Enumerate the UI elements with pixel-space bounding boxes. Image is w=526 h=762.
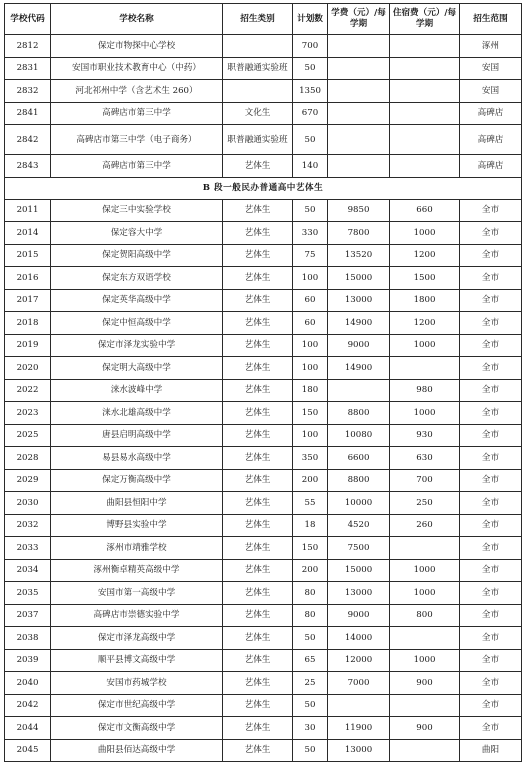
cell-tuition xyxy=(328,102,390,125)
cell-type: 艺体生 xyxy=(223,222,293,245)
cell-plan: 80 xyxy=(293,604,328,627)
table-row xyxy=(5,267,522,290)
cell-type: 艺体生 xyxy=(223,649,293,672)
table-row xyxy=(5,102,522,125)
header-tuition: 学费（元）/每学期 xyxy=(328,4,390,35)
cell-code: 2028 xyxy=(5,447,51,470)
cell-code: 2044 xyxy=(5,717,51,740)
table-row xyxy=(5,125,522,155)
cell-range: 全市 xyxy=(460,469,522,492)
cell-range: 全市 xyxy=(460,312,522,335)
cell-tuition xyxy=(328,125,390,155)
cell-range: 全市 xyxy=(460,222,522,245)
cell-code: 2040 xyxy=(5,672,51,695)
cell-type xyxy=(223,80,293,103)
cell-plan: 65 xyxy=(293,649,328,672)
cell-range: 全市 xyxy=(460,289,522,312)
cell-tuition: 14000 xyxy=(328,627,390,650)
header-name: 学校名称 xyxy=(51,4,223,35)
cell-tuition: 13000 xyxy=(328,289,390,312)
cell-lodging: 930 xyxy=(390,424,460,447)
table-row xyxy=(5,627,522,650)
cell-name: 保定市泽龙实验中学 xyxy=(51,334,223,357)
cell-name: 博野县实验中学 xyxy=(51,514,223,537)
cell-tuition xyxy=(328,379,390,402)
cell-tuition: 13000 xyxy=(328,582,390,605)
cell-name: 保定东方双语学校 xyxy=(51,267,223,290)
cell-lodging xyxy=(390,102,460,125)
cell-range: 全市 xyxy=(460,357,522,380)
cell-name: 唐县启明高级中学 xyxy=(51,424,223,447)
cell-lodging xyxy=(390,537,460,560)
cell-plan: 200 xyxy=(293,469,328,492)
cell-code: 2038 xyxy=(5,627,51,650)
cell-name: 保定中恒高级中学 xyxy=(51,312,223,335)
cell-lodging: 900 xyxy=(390,672,460,695)
cell-tuition: 14900 xyxy=(328,312,390,335)
cell-name: 保定市世纪高级中学 xyxy=(51,694,223,717)
cell-lodging: 1000 xyxy=(390,402,460,425)
cell-tuition: 13520 xyxy=(328,244,390,267)
cell-tuition: 9000 xyxy=(328,604,390,627)
cell-code: 2042 xyxy=(5,694,51,717)
cell-range: 全市 xyxy=(460,604,522,627)
cell-name: 保定英华高级中学 xyxy=(51,289,223,312)
cell-type: 艺体生 xyxy=(223,537,293,560)
cell-range: 高碑店 xyxy=(460,125,522,155)
cell-code: 2022 xyxy=(5,379,51,402)
cell-lodging: 1000 xyxy=(390,649,460,672)
cell-plan: 50 xyxy=(293,125,328,155)
cell-name: 曲阳县恒阳中学 xyxy=(51,492,223,515)
cell-name: 曲阳县佰达高级中学 xyxy=(51,739,223,762)
cell-tuition: 13000 xyxy=(328,739,390,762)
cell-lodging xyxy=(390,627,460,650)
cell-name: 高碑店市第三中学（电子商务） xyxy=(51,125,223,155)
cell-plan: 100 xyxy=(293,267,328,290)
cell-lodging: 660 xyxy=(390,199,460,222)
table-row xyxy=(5,334,522,357)
table-row xyxy=(5,357,522,380)
cell-type: 艺体生 xyxy=(223,469,293,492)
cell-name: 保定万衡高级中学 xyxy=(51,469,223,492)
cell-plan: 55 xyxy=(293,492,328,515)
cell-plan: 50 xyxy=(293,57,328,80)
cell-tuition: 9000 xyxy=(328,334,390,357)
cell-range: 全市 xyxy=(460,424,522,447)
cell-range: 涿州 xyxy=(460,35,522,58)
cell-code: 2025 xyxy=(5,424,51,447)
cell-plan: 50 xyxy=(293,199,328,222)
cell-tuition xyxy=(328,155,390,178)
table-row xyxy=(5,604,522,627)
cell-lodging: 700 xyxy=(390,469,460,492)
cell-lodging: 1500 xyxy=(390,267,460,290)
cell-name: 安国市职业技术教育中心（中药） xyxy=(51,57,223,80)
cell-code: 2035 xyxy=(5,582,51,605)
cell-plan: 30 xyxy=(293,717,328,740)
cell-plan: 100 xyxy=(293,357,328,380)
table-row xyxy=(5,739,522,762)
cell-range: 全市 xyxy=(460,559,522,582)
cell-range: 全市 xyxy=(460,402,522,425)
cell-tuition: 4520 xyxy=(328,514,390,537)
cell-lodging: 250 xyxy=(390,492,460,515)
cell-lodging: 800 xyxy=(390,604,460,627)
cell-range: 全市 xyxy=(460,334,522,357)
header-code: 学校代码 xyxy=(5,4,51,35)
table-row xyxy=(5,582,522,605)
cell-code: 2045 xyxy=(5,739,51,762)
table-row xyxy=(5,537,522,560)
cell-plan: 60 xyxy=(293,289,328,312)
cell-code: 2033 xyxy=(5,537,51,560)
cell-code: 2014 xyxy=(5,222,51,245)
cell-code: 2032 xyxy=(5,514,51,537)
table-row xyxy=(5,649,522,672)
cell-code: 2812 xyxy=(5,35,51,58)
cell-range: 全市 xyxy=(460,447,522,470)
table-row xyxy=(5,35,522,58)
cell-code: 2023 xyxy=(5,402,51,425)
cell-name: 保定容大中学 xyxy=(51,222,223,245)
cell-tuition: 7800 xyxy=(328,222,390,245)
table-row xyxy=(5,492,522,515)
cell-lodging: 1200 xyxy=(390,244,460,267)
cell-name: 涞水波峰中学 xyxy=(51,379,223,402)
cell-type: 艺体生 xyxy=(223,514,293,537)
cell-name: 安国市第一高级中学 xyxy=(51,582,223,605)
cell-plan: 330 xyxy=(293,222,328,245)
cell-code: 2843 xyxy=(5,155,51,178)
cell-range: 全市 xyxy=(460,537,522,560)
cell-tuition: 15000 xyxy=(328,559,390,582)
cell-range: 全市 xyxy=(460,492,522,515)
cell-plan: 180 xyxy=(293,379,328,402)
cell-type: 职普融通实验班 xyxy=(223,125,293,155)
cell-name: 保定三中实验学校 xyxy=(51,199,223,222)
cell-type: 艺体生 xyxy=(223,244,293,267)
cell-lodging: 1800 xyxy=(390,289,460,312)
cell-name: 易县易水高级中学 xyxy=(51,447,223,470)
cell-tuition: 14900 xyxy=(328,357,390,380)
cell-range: 全市 xyxy=(460,627,522,650)
table-row xyxy=(5,559,522,582)
cell-code: 2029 xyxy=(5,469,51,492)
cell-lodging xyxy=(390,739,460,762)
cell-tuition xyxy=(328,80,390,103)
cell-code: 2831 xyxy=(5,57,51,80)
cell-tuition: 10080 xyxy=(328,424,390,447)
cell-range: 全市 xyxy=(460,514,522,537)
table-row xyxy=(5,312,522,335)
cell-code: 2015 xyxy=(5,244,51,267)
table-row xyxy=(5,672,522,695)
table-row xyxy=(5,717,522,740)
cell-lodging: 980 xyxy=(390,379,460,402)
cell-range: 全市 xyxy=(460,379,522,402)
cell-code: 2832 xyxy=(5,80,51,103)
cell-code: 2020 xyxy=(5,357,51,380)
table-row xyxy=(5,244,522,267)
section-row xyxy=(5,177,522,199)
cell-name: 涞水北雄高级中学 xyxy=(51,402,223,425)
cell-type: 艺体生 xyxy=(223,199,293,222)
table-row xyxy=(5,379,522,402)
cell-plan: 140 xyxy=(293,155,328,178)
cell-name: 高碑店市第三中学 xyxy=(51,102,223,125)
cell-range: 高碑店 xyxy=(460,155,522,178)
cell-lodging: 1000 xyxy=(390,559,460,582)
cell-plan: 60 xyxy=(293,312,328,335)
cell-lodging xyxy=(390,125,460,155)
cell-code: 2019 xyxy=(5,334,51,357)
cell-type: 艺体生 xyxy=(223,627,293,650)
cell-type: 文化生 xyxy=(223,102,293,125)
cell-type: 艺体生 xyxy=(223,492,293,515)
cell-name: 涿州市靖雅学校 xyxy=(51,537,223,560)
cell-range: 全市 xyxy=(460,694,522,717)
cell-name: 河北祁州中学（含艺术生 260） xyxy=(51,80,223,103)
cell-name: 保定贺阳高级中学 xyxy=(51,244,223,267)
table-row xyxy=(5,80,522,103)
cell-lodging xyxy=(390,694,460,717)
cell-range: 全市 xyxy=(460,672,522,695)
cell-plan: 50 xyxy=(293,627,328,650)
table-body-b xyxy=(5,199,522,762)
cell-tuition: 7500 xyxy=(328,537,390,560)
cell-name: 保定市泽龙高级中学 xyxy=(51,627,223,650)
cell-type: 艺体生 xyxy=(223,672,293,695)
cell-tuition: 11900 xyxy=(328,717,390,740)
enrollment-table xyxy=(4,3,522,762)
cell-name: 安国市药城学校 xyxy=(51,672,223,695)
cell-type: 艺体生 xyxy=(223,379,293,402)
cell-code: 2841 xyxy=(5,102,51,125)
table-row xyxy=(5,424,522,447)
cell-type: 艺体生 xyxy=(223,604,293,627)
cell-plan: 25 xyxy=(293,672,328,695)
cell-plan: 75 xyxy=(293,244,328,267)
cell-type: 艺体生 xyxy=(223,402,293,425)
cell-plan: 50 xyxy=(293,739,328,762)
cell-plan: 100 xyxy=(293,334,328,357)
table-header-row xyxy=(5,4,522,35)
cell-code: 2030 xyxy=(5,492,51,515)
cell-lodging: 1000 xyxy=(390,582,460,605)
cell-name: 高碑店市崇德实验中学 xyxy=(51,604,223,627)
cell-range: 高碑店 xyxy=(460,102,522,125)
cell-lodging: 260 xyxy=(390,514,460,537)
cell-range: 全市 xyxy=(460,267,522,290)
cell-plan: 150 xyxy=(293,537,328,560)
cell-tuition: 6600 xyxy=(328,447,390,470)
cell-tuition: 15000 xyxy=(328,267,390,290)
cell-tuition: 12000 xyxy=(328,649,390,672)
table-row xyxy=(5,289,522,312)
cell-tuition xyxy=(328,57,390,80)
table-body-a xyxy=(5,35,522,178)
cell-type: 艺体生 xyxy=(223,717,293,740)
cell-type: 艺体生 xyxy=(223,334,293,357)
cell-range: 安国 xyxy=(460,80,522,103)
cell-lodging xyxy=(390,80,460,103)
cell-code: 2842 xyxy=(5,125,51,155)
cell-tuition: 9850 xyxy=(328,199,390,222)
cell-name: 保定市物探中心学校 xyxy=(51,35,223,58)
cell-lodging: 1200 xyxy=(390,312,460,335)
cell-lodging: 900 xyxy=(390,717,460,740)
cell-lodging: 1000 xyxy=(390,222,460,245)
cell-code: 2017 xyxy=(5,289,51,312)
cell-type: 职普融通实验班 xyxy=(223,57,293,80)
cell-plan: 700 xyxy=(293,35,328,58)
cell-plan: 670 xyxy=(293,102,328,125)
table-row xyxy=(5,514,522,537)
cell-type: 艺体生 xyxy=(223,559,293,582)
table-row xyxy=(5,155,522,178)
cell-tuition: 10000 xyxy=(328,492,390,515)
cell-plan: 200 xyxy=(293,559,328,582)
cell-range: 安国 xyxy=(460,57,522,80)
cell-type: 艺体生 xyxy=(223,447,293,470)
table-row xyxy=(5,222,522,245)
cell-type: 艺体生 xyxy=(223,694,293,717)
table-row xyxy=(5,57,522,80)
table-row xyxy=(5,694,522,717)
cell-range: 全市 xyxy=(460,244,522,267)
cell-plan: 1350 xyxy=(293,80,328,103)
cell-name: 顺平县博文高级中学 xyxy=(51,649,223,672)
header-type: 招生类别 xyxy=(223,4,293,35)
cell-name: 高碑店市第三中学 xyxy=(51,155,223,178)
cell-range: 曲阳 xyxy=(460,739,522,762)
cell-name: 保定市文衡高级中学 xyxy=(51,717,223,740)
cell-plan: 350 xyxy=(293,447,328,470)
cell-range: 全市 xyxy=(460,582,522,605)
section-title: B 段一般民办普通高中艺体生 xyxy=(5,177,522,199)
cell-type: 艺体生 xyxy=(223,582,293,605)
cell-code: 2018 xyxy=(5,312,51,335)
cell-name: 涿州衡卓精英高级中学 xyxy=(51,559,223,582)
cell-code: 2016 xyxy=(5,267,51,290)
cell-tuition: 8800 xyxy=(328,469,390,492)
cell-code: 2011 xyxy=(5,199,51,222)
cell-type: 艺体生 xyxy=(223,267,293,290)
header-plan: 计划数 xyxy=(293,4,328,35)
cell-type xyxy=(223,35,293,58)
table-row xyxy=(5,402,522,425)
cell-lodging: 1000 xyxy=(390,334,460,357)
table-row xyxy=(5,199,522,222)
cell-type: 艺体生 xyxy=(223,739,293,762)
cell-code: 2037 xyxy=(5,604,51,627)
cell-plan: 100 xyxy=(293,424,328,447)
cell-plan: 150 xyxy=(293,402,328,425)
cell-lodging xyxy=(390,155,460,178)
cell-range: 全市 xyxy=(460,717,522,740)
table-row xyxy=(5,469,522,492)
cell-lodging: 630 xyxy=(390,447,460,470)
header-lodging: 住宿费（元）/每学期 xyxy=(390,4,460,35)
cell-range: 全市 xyxy=(460,199,522,222)
cell-type: 艺体生 xyxy=(223,289,293,312)
cell-tuition xyxy=(328,35,390,58)
cell-code: 2039 xyxy=(5,649,51,672)
cell-type: 艺体生 xyxy=(223,155,293,178)
cell-name: 保定明大高级中学 xyxy=(51,357,223,380)
cell-lodging xyxy=(390,357,460,380)
cell-lodging xyxy=(390,57,460,80)
header-range: 招生范围 xyxy=(460,4,522,35)
cell-type: 艺体生 xyxy=(223,424,293,447)
cell-plan: 18 xyxy=(293,514,328,537)
cell-tuition: 8800 xyxy=(328,402,390,425)
cell-plan: 50 xyxy=(293,694,328,717)
table-row xyxy=(5,447,522,470)
cell-plan: 80 xyxy=(293,582,328,605)
cell-tuition: 7000 xyxy=(328,672,390,695)
cell-tuition xyxy=(328,694,390,717)
cell-type: 艺体生 xyxy=(223,357,293,380)
cell-type: 艺体生 xyxy=(223,312,293,335)
cell-code: 2034 xyxy=(5,559,51,582)
cell-lodging xyxy=(390,35,460,58)
cell-range: 全市 xyxy=(460,649,522,672)
